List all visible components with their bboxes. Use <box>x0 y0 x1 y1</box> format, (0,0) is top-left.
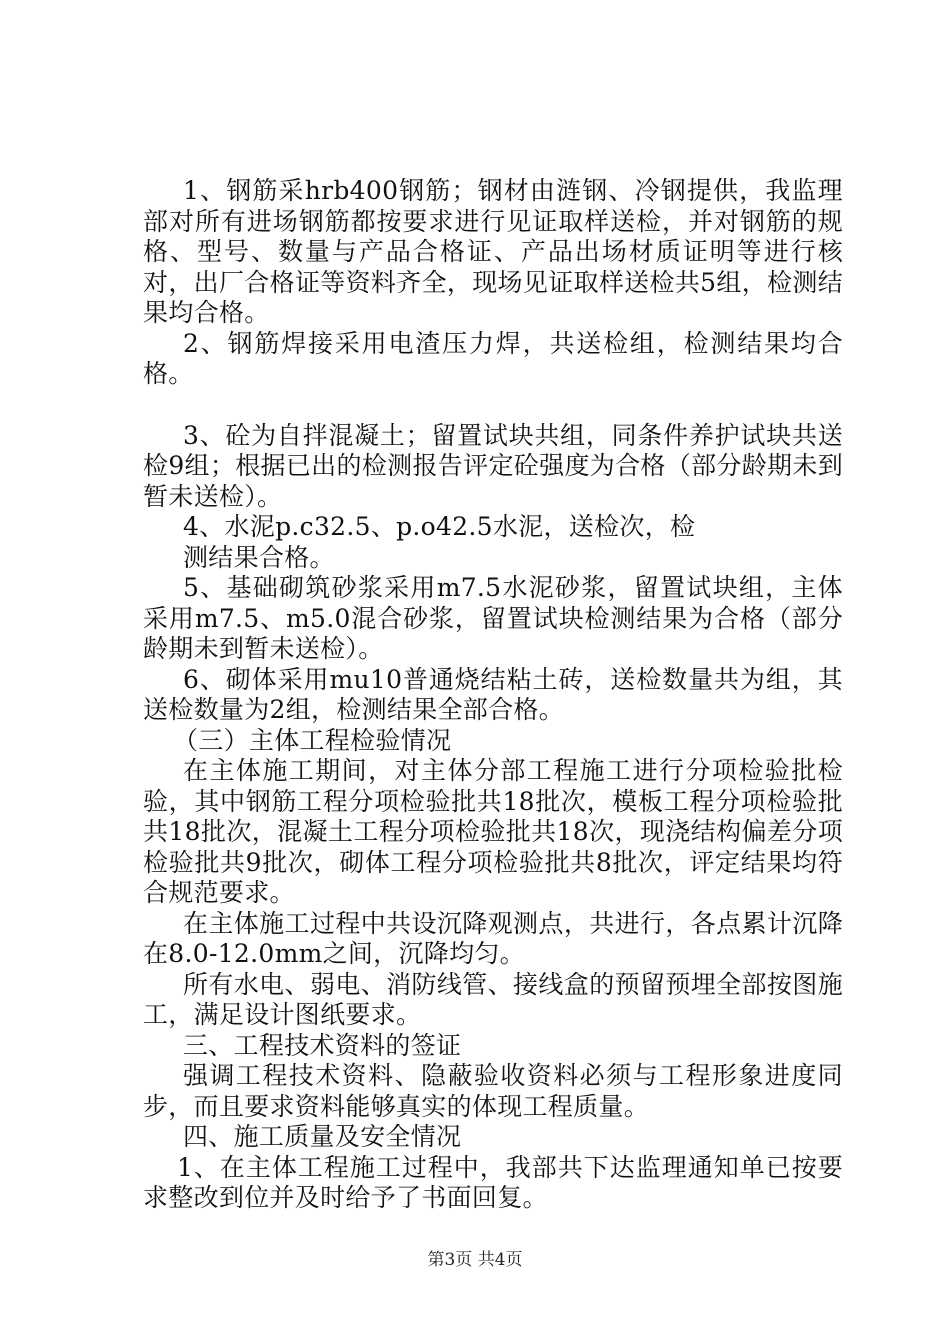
paragraph-steel-rebar: 1、钢筋采hrb400钢筋；钢材由涟钢、冷钢提供，我监理部对所有进场钢筋都按要求进行见证取样送检，并对钢筋的规格、型号、数量与产品合格证、产品出场材质证明等进行核对，出厂合格证等资料齐全，现场见证取样送检共5组，检测结果均合格。 <box>143 176 843 327</box>
paragraph-embedded-conduits: 所有水电、弱电、消防线管、接线盒的预留预埋全部按图施工，满足设计图纸要求。 <box>143 969 843 1029</box>
section-heading-quality-safety: 四、施工质量及安全情况 <box>183 1122 462 1151</box>
paragraph-masonry: 6、砌体采用mu10普通烧结粘土砖，送检数量共为组，其送检数量为2组，检测结果全部合格。 <box>143 664 843 724</box>
paragraph-inspection-batches: 在主体施工期间，对主体分部工程施工进行分项检验批检验，其中钢筋工程分项检验批共18批次，模板工程分项检验批共18批次，混凝土工程分项检验批共18次，现浇结构偏差分项检验批共9批次，砌体工程分项检验批共8批次，评定结果均符合规范要求。 <box>143 756 843 907</box>
paragraph-cement-result: 测结果合格。 <box>183 542 335 572</box>
section-heading-main-inspection: （三）主体工程检验情况 <box>173 725 452 755</box>
paragraph-concrete: 3、砼为自拌混凝土；留置试块共组，同条件养护试块共送检9组；根据已出的检测报告评定砼强度为合格（部分龄期未到暂未送检）。 <box>143 420 843 511</box>
paragraph-supervision-notice: 1、在主体工程施工过程中，我部共下达监理通知单已按要求整改到位并及时给予了书面回复。 <box>143 1152 843 1212</box>
paragraph-mortar: 5、基础砌筑砂浆采用m7.5水泥砂浆，留置试块组，主体采用m7.5、m5.0混合砂浆，留置试块检测结果为合格（部分龄期未到暂未送检）。 <box>143 573 843 663</box>
paragraph-technical-docs: 强调工程技术资料、隐蔽验收资料必须与工程形象进度同步，而且要求资料能够真实的体现工程质量。 <box>143 1061 843 1121</box>
paragraph-rebar-welding: 2、钢筋焊接采用电渣压力焊，共送检组，检测结果均合格。 <box>143 328 843 388</box>
paragraph-cement: 4、水泥p.c32.5、p.o42.5水泥，送检次，检 <box>183 512 696 541</box>
paragraph-spacer <box>143 390 843 421</box>
paragraph-settlement: 在主体施工过程中共设沉降观测点，共进行，各点累计沉降在8.0-12.0mm之间，沉降均匀。 <box>143 908 843 968</box>
section-heading-technical-docs: 三、工程技术资料的签证 <box>183 1030 462 1060</box>
page-number-footer: 第3页 共4页 <box>427 1250 523 1270</box>
document-body <box>143 176 843 1214</box>
